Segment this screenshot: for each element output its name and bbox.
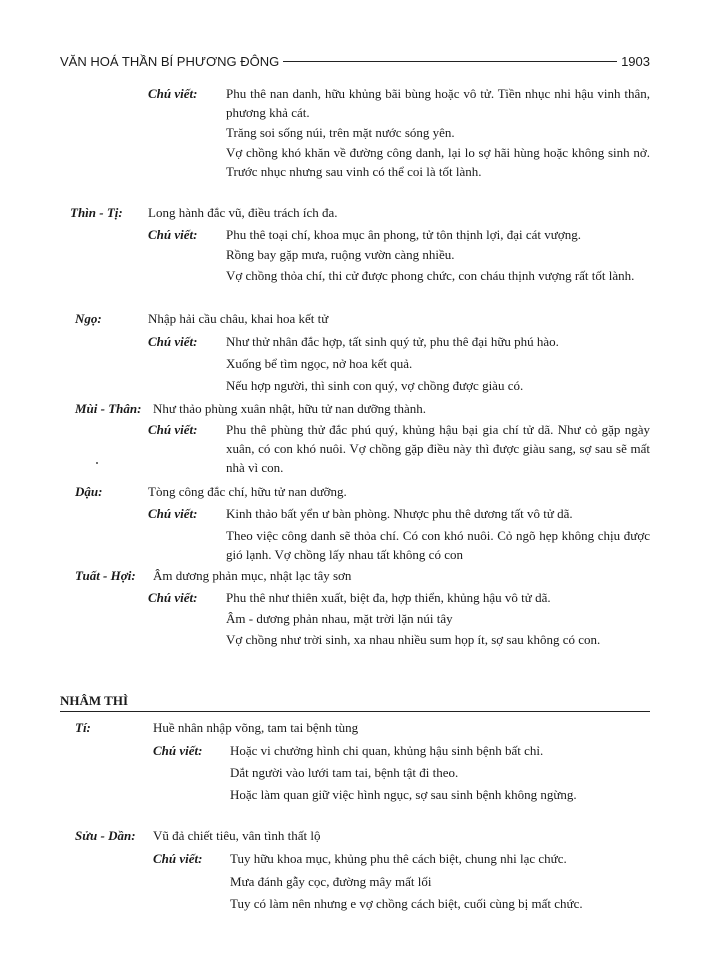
paragraph: Rồng bay gặp mưa, ruộng vườn càng nhiều. — [226, 247, 455, 262]
paragraph: Mưa đánh gẫy cọc, đường mây mất lối — [230, 874, 432, 889]
paragraph: Vợ chồng khó khăn về đường công danh, lại lo sợ hãi hùng hoặc không sinh nở. Trước nhục nhưng sau vinh có thể coi là tốt lành. — [226, 145, 650, 179]
paragraph: Trăng soi sống núi, trên mặt nước sóng yên. — [226, 125, 455, 140]
entry-head: Sửu - Dần: — [75, 828, 136, 843]
chu-viet-label: Chú viết: — [153, 851, 203, 866]
header-rule — [283, 61, 617, 62]
paragraph: Hoặc làm quan giữ việc hình ngục, sợ sau sinh bệnh không ngừng. — [230, 787, 577, 802]
section-title: NHÂM THÌ — [60, 693, 129, 708]
entry-head: Tí: — [75, 720, 91, 735]
entry-verse: Như thảo phùng xuân nhật, hữu tử nan dưỡng thành. — [153, 401, 426, 416]
entry-verse: Huề nhân nhập võng, tam tai bệnh tùng — [153, 720, 359, 735]
paragraph: Dắt người vào lưới tam tai, bệnh tật đi theo. — [230, 765, 459, 780]
paragraph: Theo việc công danh sẽ thỏa chí. Có con khó nuôi. Cỏ ngõ hẹp không chịu được gió lạnh. Vợ chồng lấy nhau tất không có con — [226, 528, 650, 562]
paragraph: Tuy có làm nên nhưng e vợ chồng cách biệt, cuối cùng bị mất chức. — [230, 896, 583, 911]
entry-verse: Tòng công đắc chí, hữu tử nan dưỡng. — [148, 484, 347, 499]
paragraph: Tuy hữu khoa mục, khủng phu thê cách biệt, chung nhi lạc chức. — [230, 851, 567, 866]
paragraph: Vợ chồng thỏa chí, thi cử được phong chức, con cháu thịnh vượng rất tốt lành. — [226, 268, 635, 283]
paragraph: Xuống bể tìm ngọc, nở hoa kết quả. — [226, 356, 413, 371]
entry-head: Dậu: — [75, 484, 103, 499]
entry-verse: Âm dương phản mục, nhật lạc tây sơn — [153, 568, 352, 583]
entry-head: Tuất - Hợi: — [75, 568, 136, 583]
paragraph: Âm - dương phản nhau, mặt trời lặn núi tây — [226, 611, 453, 626]
paragraph: Nếu hợp người, thì sinh con quý, vợ chồng được giàu có. — [226, 378, 524, 393]
section-rule — [60, 711, 650, 712]
paragraph: Phu thê nan danh, hữu khủng bãi bùng hoặc vô tử. Tiền nhục nhi hậu vinh thân, phương khả cát. — [226, 86, 650, 120]
paragraph: Vợ chồng như trời sinh, xa nhau nhiều sum họp ít, sợ sau không có con. — [226, 632, 601, 647]
entry-head: Thìn - Tị: — [70, 205, 123, 220]
entry-verse: Vũ đả chiết tiêu, vân tình thất lộ — [153, 828, 321, 843]
header-title: VĂN HOÁ THẦN BÍ PHƯƠNG ĐÔNG — [60, 53, 280, 69]
chu-viet-label: Chú viết: — [153, 743, 203, 758]
paragraph: Như thử nhân đắc hợp, tất sinh quý tử, phu thê đại hữu phú hào. — [226, 334, 559, 349]
chu-viet-label: Chú viết: — [148, 86, 198, 101]
chu-viet-label: Chú viết: — [148, 422, 198, 437]
chu-viet-label: Chú viết: — [148, 590, 198, 605]
entry-head: Mùi - Thân: — [75, 401, 142, 416]
chu-viet-label: Chú viết: — [148, 227, 198, 242]
paragraph: Phu thê toại chí, khoa mục ân phong, tử tôn thịnh lợi, đại cát vượng. — [226, 227, 581, 242]
paragraph: Hoặc vi chưởng hình chi quan, khủng hậu sinh bệnh bất chỉ. — [230, 743, 544, 758]
page-number: 1903 — [621, 53, 650, 69]
stray-dot — [96, 462, 98, 464]
paragraph: Kinh thảo bất yển ư bàn phòng. Nhược phu thê dương tất vô tử dã. — [226, 506, 573, 521]
running-header — [60, 50, 650, 72]
chu-viet-label: Chú viết: — [148, 506, 198, 521]
entry-verse: Long hành đắc vũ, điều trách ích đa. — [148, 205, 338, 220]
entry-verse: Nhập hải cầu châu, khai hoa kết tử — [148, 311, 329, 326]
paragraph: Phu thê như thiên xuất, biệt đa, hợp thiển, khủng hậu vô tử dã. — [226, 590, 551, 605]
chu-viet-label: Chú viết: — [148, 334, 198, 349]
entry-head: Ngọ: — [75, 311, 102, 326]
paragraph: Phu thê phùng thử đắc phú quý, khủng hậu bại gia chí tử dã. Như cỏ gặp ngày xuân, có con khó nuôi. Vợ chồng gặp điều này thì được giàu sang, sợ sau sẽ mất nhà vì con. — [226, 422, 650, 475]
